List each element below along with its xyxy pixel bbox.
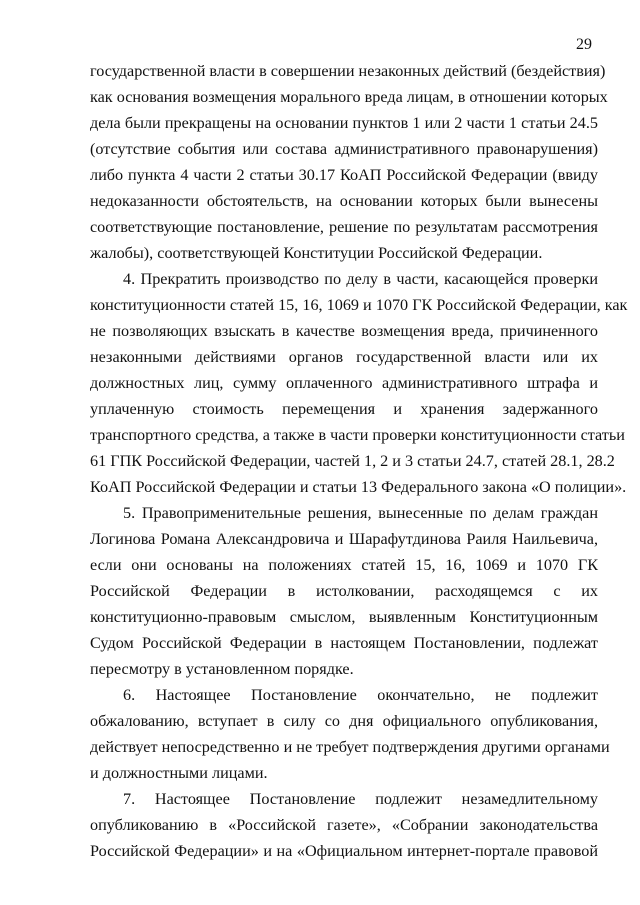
text-line: Российской Федерации» и на «Официальном интернет-портале правовой [90,842,598,860]
text-line: уплаченную стоимость перемещения и хранения задержанного [90,400,598,418]
document-body [90,58,628,864]
text-line: государственной власти в совершении незаконных действий (бездействия) [90,62,606,80]
text-line: транспортного средства, а также в части проверки конституционности статьи [90,426,625,444]
text-line: действует непосредственно и не требует подтверждения другими органами [90,738,610,756]
text-line: обжалованию, вступает в силу со дня официального опубликования, [90,712,598,730]
text-line: 61 ГПК Российской Федерации, частей 1, 2 и 3 статьи 24.7, статей 28.1, 28.2 [90,452,615,470]
text-line: дела были прекращены на основании пунктов 1 или 2 части 1 статьи 24.5 [90,114,598,132]
text-line: 4. Прекратить производство по делу в части, касающейся проверки [123,270,598,288]
text-line: 7. Настоящее Постановление подлежит незамедлительному [123,790,598,808]
text-line: соответствующие постановление, решение по результатам рассмотрения [90,218,598,236]
text-line: Логинова Романа Александровича и Шарафутдинова Раиля Наильевича, [90,530,598,548]
text-line: недоказанности обстоятельств, на основании которых были вынесены [90,192,598,210]
text-line: опубликованию в «Российской газете», «Собрании законодательства [90,816,598,834]
text-line: конституционности статей 15, 16, 1069 и 1070 ГК Российской Федерации, как [90,296,628,314]
text-line: либо пункта 4 части 2 статьи 30.17 КоАП Российской Федерации (ввиду [90,166,598,184]
text-line: если они основаны на положениях статей 15, 16, 1069 и 1070 ГК [90,556,598,574]
text-line: (отсутствие события или состава административного правонарушения) [90,140,598,158]
text-line: 6. Настоящее Постановление окончательно, не подлежит [123,686,598,704]
text-line: и должностными лицами. [90,764,268,782]
text-line: Российской Федерации в истолковании, расходящемся с их [90,582,598,600]
text-line: пересмотру в установленном порядке. [90,660,354,678]
text-line: Судом Российской Федерации в настоящем Постановлении, подлежат [90,634,598,652]
text-line: жалобы), соответствующей Конституции Российской Федерации. [90,244,543,262]
text-line: КоАП Российской Федерации и статьи 13 Федерального закона «О полиции». [90,478,627,496]
page-number: 29 [576,36,592,53]
text-line: 5. Правоприменительные решения, вынесенные по делам граждан [123,504,598,522]
text-line: незаконными действиями органов государственной власти или их [90,348,598,366]
text-line: как основания возмещения морального вреда лицам, в отношении которых [90,88,608,106]
text-line: должностных лиц, сумму оплаченного административного штрафа и [90,374,598,392]
text-line: не позволяющих взыскать в качестве возмещения вреда, причиненного [90,322,598,340]
text-line: конституционно-правовым смыслом, выявленным Конституционным [90,608,598,626]
